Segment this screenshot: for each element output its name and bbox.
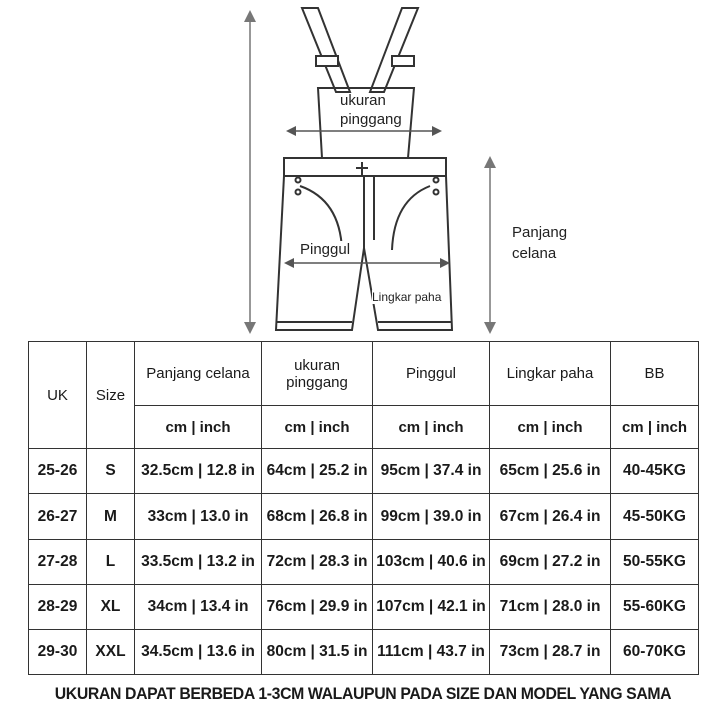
overall-illustration — [0, 0, 726, 340]
header-waist-line1: ukuran — [294, 356, 340, 374]
length-label-line1: Panjang — [512, 224, 568, 241]
cell-length: 34cm | 13.4 in — [135, 585, 262, 630]
cell-thigh: 67cm | 26.4 in — [490, 494, 611, 540]
cell-hip: 95cm | 37.4 in — [373, 449, 490, 494]
header-waist — [262, 342, 373, 406]
cell-uk: 28-29 — [29, 585, 87, 630]
cell-length: 32.5cm | 12.8 in — [135, 449, 262, 494]
cell-waist: 64cm | 25.2 in — [262, 449, 373, 494]
header-waist-line2: pinggang — [286, 373, 348, 391]
unit-hip: cm | inch — [373, 406, 490, 449]
length-label — [512, 222, 567, 264]
cell-hip: 99cm | 39.0 in — [373, 494, 490, 540]
cell-bb: 60-70KG — [611, 630, 699, 675]
cell-uk: 25-26 — [29, 449, 87, 494]
cell-waist: 80cm | 31.5 in — [262, 630, 373, 675]
cell-thigh: 71cm | 28.0 in — [490, 585, 611, 630]
header-thigh: Lingkar paha — [490, 342, 611, 406]
cell-length: 33.5cm | 13.2 in — [135, 540, 262, 585]
header-row — [29, 342, 699, 406]
size-disclaimer: UKURAN DAPAT BERBEDA 1-3CM WALAUPUN PADA SIZE DAN MODEL YANG SAMA — [54, 684, 672, 703]
cell-uk: 26-27 — [29, 494, 87, 540]
cell-uk: 29-30 — [29, 630, 87, 675]
cell-uk: 27-28 — [29, 540, 87, 585]
table-row — [29, 630, 699, 675]
table-row — [29, 449, 699, 494]
cell-bb: 55-60KG — [611, 585, 699, 630]
waist-label — [340, 91, 402, 129]
cell-size: S — [87, 449, 135, 494]
cell-bb: 40-45KG — [611, 449, 699, 494]
length-label-line2: celana — [512, 245, 557, 262]
header-length: Panjang celana — [135, 342, 262, 406]
unit-bb: cm | inch — [611, 406, 699, 449]
length-arrow — [484, 156, 496, 334]
header-uk: UK — [29, 342, 87, 449]
cell-length: 34.5cm | 13.6 in — [135, 630, 262, 675]
cell-waist: 68cm | 26.8 in — [262, 494, 373, 540]
header-size: Size — [87, 342, 135, 449]
cell-size: L — [87, 540, 135, 585]
thigh-label: Lingkar paha — [372, 290, 442, 304]
cell-thigh: 73cm | 28.7 in — [490, 630, 611, 675]
unit-length: cm | inch — [135, 406, 262, 449]
cell-size: XL — [87, 585, 135, 630]
cell-thigh: 69cm | 27.2 in — [490, 540, 611, 585]
table-row — [29, 585, 699, 630]
waist-label-line2: pinggang — [340, 111, 402, 128]
cell-waist: 72cm | 28.3 in — [262, 540, 373, 585]
total-height-arrow — [244, 10, 256, 334]
cell-size: M — [87, 494, 135, 540]
header-bb: BB — [611, 342, 699, 406]
straps — [302, 8, 418, 92]
cell-bb: 50-55KG — [611, 540, 699, 585]
waist-label-line1: ukuran — [340, 92, 386, 109]
table-row — [29, 540, 699, 585]
header-hip: Pinggul — [373, 342, 490, 406]
cell-hip: 103cm | 40.6 in — [373, 540, 490, 585]
cell-size: XXL — [87, 630, 135, 675]
cell-length: 33cm | 13.0 in — [135, 494, 262, 540]
overall-size-diagram — [0, 0, 726, 340]
unit-waist: cm | inch — [262, 406, 373, 449]
cell-hip: 111cm | 43.7 in — [373, 630, 490, 675]
hip-label: Pinggul — [300, 241, 351, 258]
table-row — [29, 494, 699, 540]
unit-thigh: cm | inch — [490, 406, 611, 449]
size-table — [28, 341, 699, 675]
cell-hip: 107cm | 42.1 in — [373, 585, 490, 630]
cell-thigh: 65cm | 25.6 in — [490, 449, 611, 494]
cell-bb: 45-50KG — [611, 494, 699, 540]
cell-waist: 76cm | 29.9 in — [262, 585, 373, 630]
